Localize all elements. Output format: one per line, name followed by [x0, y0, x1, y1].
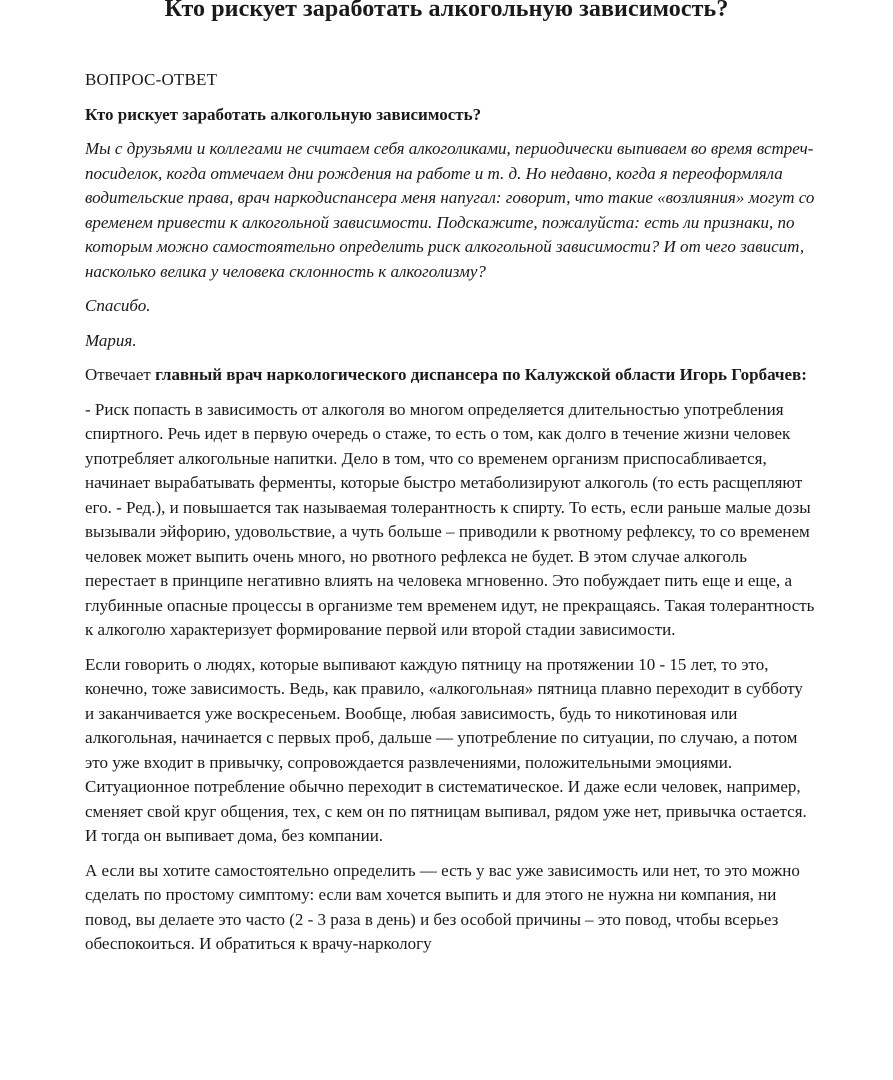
- answer-paragraph: А если вы хотите самостоятельно определить — есть у вас уже зависимость или нет, то это можно сделать по простому симптому: если вам хочется выпить и для этого не нужна ни компания, ни повод, вы делаете это часто (2 - 3 раза в день) и без особой причины – это повод, чтобы всерьез обеспокоиться. И обратиться к врачу-наркологу: [85, 860, 800, 953]
- answer-prefix: Отвечает: [85, 365, 156, 384]
- reader-question: Мы с друзьями и коллегами не считаем себя алкоголиками, периодически выпиваем во время встреч-посиделок, когда отмечаем дни рождения на работе и т. д. Но недавно, когда я переоформляла водительские права, врач наркодиспансера меня напугал: говорит, что такие «возлияния» могут со временем привести к алкогольной зависимости. Подскажите, пожалуйста: есть ли признаки, по которым можно самостоятельно определить риск алкогольной зависимости? И от чего зависит, насколько велика у человека склонность к алкоголизму?: [85, 139, 815, 281]
- answer-paragraph: - Риск попасть в зависимость от алкоголя во многом определяется длительностью употребления спиртного. Речь идет в первую очередь о стаже, то есть о том, как долго в течение жизни человек употребляет алкогольные напитки. Дело в том, что со временем организм приспосабливается, начинает вырабатывать ферменты, которые быстро метаболизируют алкоголь (то есть расщепляют его. - Ред.), и повышается так называемая толерантность к спирту. То есть, если раньше малые дозы вызывали эйфорию, удовольствие, а чуть больше – приводили к рвотному рефлексу, то со временем человек может выпить очень много, но рвотного рефлекса не будет. В этом случае алкоголь перестает в принципе негативно влиять на человека мгновенно. Это побуждает пить еще и еще, а глубинные опасные процессы в организме тем временем идут, не прекращаясь. Такая толерантность к алкоголю характеризует формирование первой или второй стадии зависимости.: [85, 399, 815, 639]
- reader-thanks: Спасибо.: [85, 296, 151, 315]
- section-label: ВОПРОС-ОТВЕТ: [85, 70, 218, 89]
- answer-person: главный врач наркологического диспансера по Калужской области Игорь Горбачев:: [155, 365, 807, 384]
- answer-intro: [85, 363, 815, 388]
- answer-paragraph: Если говорить о людях, которые выпивают каждую пятницу на протяжении 10 - 15 лет, то это, конечно, тоже зависимость. Ведь, как правило, «алкогольная» пятница плавно переходит в субботу и заканчивается уже воскресеньем. Вообще, любая зависимость, будь то никотиновая или алкогольная, начинается с первых проб, дальше — употребление по ситуации, по случаю, а потом это уже входит в привычку, сопровождается развлечениями, положительными эмоциями. Ситуационное потребление обычно переходит в систематическое. И даже если человек, например, сменяет свой круг общения, тех, с кем он по пятницам выпивал, рядом уже нет, привычка остается. И тогда он выпивает дома, без компании.: [85, 654, 807, 845]
- reader-signature: Мария.: [85, 330, 137, 350]
- question-title: Кто рискует заработать алкогольную зависимость?: [85, 104, 482, 124]
- article-body: [85, 68, 815, 967]
- document-title: Кто рискует заработать алкогольную зависимость?: [164, 0, 729, 22]
